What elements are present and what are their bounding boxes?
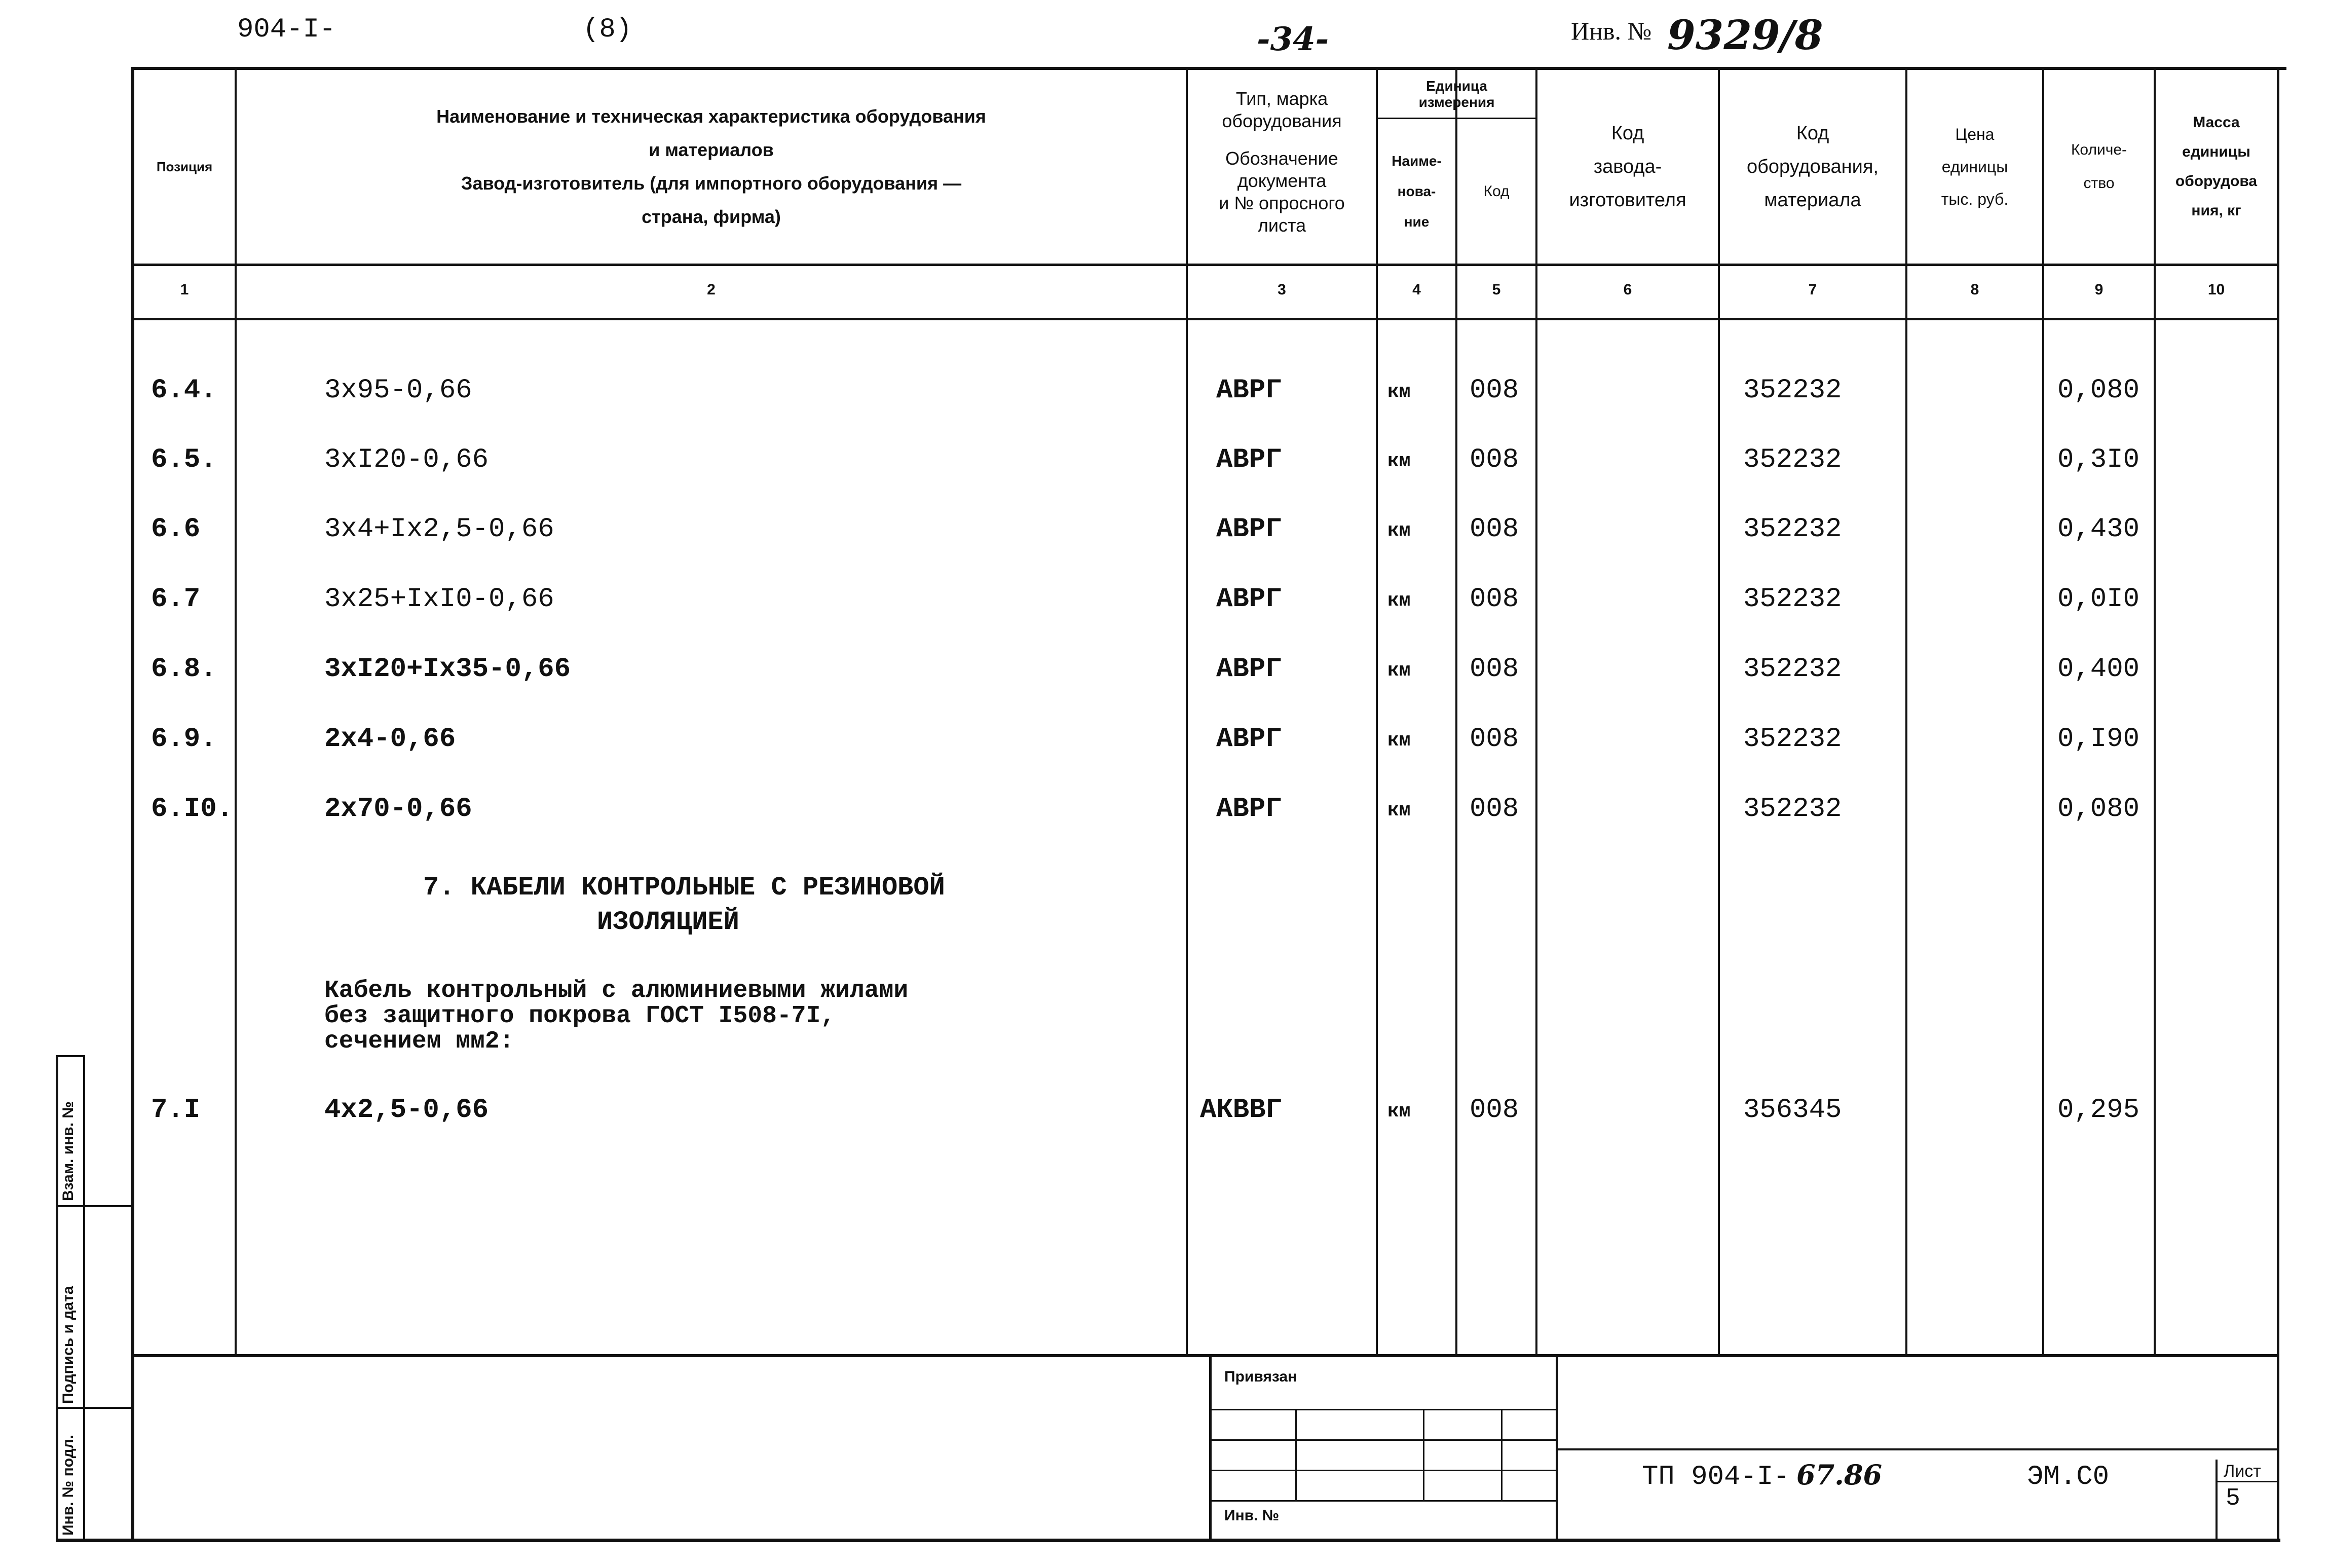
header-unit-group: Единица измерения <box>1418 78 1495 110</box>
row-code: 008 <box>1470 584 1519 615</box>
col-number: 10 <box>2207 281 2225 298</box>
row-code: 008 <box>1470 375 1519 406</box>
row-quantity: 0,080 <box>2057 375 2140 406</box>
row-unit: км <box>1387 520 1411 542</box>
inv-number: 9329/8 <box>1667 11 1823 59</box>
header-type: Тип, марка оборудования Обозначение документа и № опросного листа <box>1219 88 1345 236</box>
row-type: АВРГ <box>1216 724 1282 755</box>
side-label-podpis: Подпись и дата <box>60 1286 77 1404</box>
doc-code-prefix: ТП 904-I- <box>1642 1462 1790 1492</box>
row-material-code: 352232 <box>1743 654 1842 685</box>
row-position: 6.4. <box>151 375 217 406</box>
inv-label: Инв. № <box>1571 17 1652 45</box>
col-number: 2 <box>707 281 716 298</box>
col-number: 5 <box>1492 281 1501 298</box>
row-position: 6.9. <box>151 724 217 755</box>
stamp-privyazan: Привязан <box>1224 1368 1297 1385</box>
section-description: Кабель контрольный с алюминиевыми жилами <box>324 977 909 1004</box>
section-title-cont: ИЗОЛЯЦИЕЙ <box>597 907 739 937</box>
page-number: -34- <box>1257 20 1329 58</box>
row-material-code: 352232 <box>1743 444 1842 475</box>
row-type: АВРГ <box>1216 514 1282 545</box>
row-quantity: 0,400 <box>2057 654 2140 685</box>
row-material-code: 352232 <box>1743 514 1842 545</box>
row-unit: км <box>1387 590 1411 612</box>
row-material-code: 356345 <box>1743 1095 1842 1126</box>
sheet-in-parens: (8) <box>583 14 632 45</box>
row-quantity: 0,430 <box>2057 514 2140 545</box>
row-material-code: 352232 <box>1743 724 1842 755</box>
col-number: 3 <box>1278 281 1286 298</box>
row-unit: км <box>1387 451 1411 472</box>
header-unit-name: Наиме- нова- ние <box>1392 153 1442 230</box>
header-price: Цена единицы тыс. руб. <box>1941 125 2009 208</box>
header-mass: Масса единицы оборудова ния, кг <box>2175 114 2258 219</box>
row-name: 2x4-0,66 <box>324 724 456 755</box>
col-number: 7 <box>1808 281 1817 298</box>
header-quantity: Количе- ство <box>2071 141 2127 192</box>
row-code: 008 <box>1470 654 1519 685</box>
header-unit-code: Код <box>1483 183 1510 200</box>
header-name: Наименование и техническая характеристика оборудования и материалов Завод-изготовитель (для импортного оборудования — страна, фирма) <box>436 106 986 227</box>
row-type: АКВВГ <box>1200 1095 1283 1126</box>
row-quantity: 0,295 <box>2057 1095 2140 1126</box>
row-unit: км <box>1387 660 1411 682</box>
row-name: 3x95-0,66 <box>324 375 472 406</box>
section-description: без защитного покрова ГОСТ I508-7I, <box>324 1002 836 1030</box>
col-number: 1 <box>180 281 189 298</box>
row-code: 008 <box>1470 724 1519 755</box>
header-position: Позиция <box>156 159 213 174</box>
series-code: 904-I- <box>237 14 336 45</box>
doc-code-handwritten: 67.86 <box>1796 1459 1883 1491</box>
row-name: 2x70-0,66 <box>324 794 472 825</box>
row-type: АВРГ <box>1216 375 1282 406</box>
header-material-code: Код оборудования, материала <box>1746 123 1879 211</box>
row-quantity: 0,3I0 <box>2057 444 2140 475</box>
side-label-vzam: Взам. инв. № <box>60 1101 77 1201</box>
doc-mark: ЭМ.С0 <box>2027 1462 2110 1492</box>
col-number: 8 <box>1970 281 1979 298</box>
row-unit: км <box>1387 730 1411 752</box>
row-name: 3xI20+Ix35-0,66 <box>324 654 571 685</box>
row-type: АВРГ <box>1216 794 1282 825</box>
row-code: 008 <box>1470 444 1519 475</box>
row-unit: км <box>1387 800 1411 822</box>
col-number: 4 <box>1412 281 1421 298</box>
row-quantity: 0,080 <box>2057 794 2140 825</box>
row-unit: км <box>1387 1101 1411 1123</box>
section-title: 7. КАБЕЛИ КОНТРОЛЬНЫЕ С РЕЗИНОВОЙ <box>423 873 945 903</box>
row-position: 6.5. <box>151 444 217 475</box>
stamp-inv-no: Инв. № <box>1224 1507 1280 1524</box>
row-position: 6.7 <box>151 584 201 615</box>
row-material-code: 352232 <box>1743 794 1842 825</box>
list-label: Лист <box>2224 1462 2261 1481</box>
row-quantity: 0,I90 <box>2057 724 2140 755</box>
row-position: 7.I <box>151 1095 201 1126</box>
row-name: 3x25+IxI0-0,66 <box>324 584 554 615</box>
row-type: АВРГ <box>1216 444 1282 475</box>
section-description: сечением мм2: <box>324 1028 514 1055</box>
list-number: 5 <box>2226 1485 2240 1512</box>
row-code: 008 <box>1470 794 1519 825</box>
row-name: 3xI20-0,66 <box>324 444 489 475</box>
row-material-code: 352232 <box>1743 375 1842 406</box>
row-position: 6.I0. <box>151 794 234 825</box>
row-position: 6.6 <box>151 514 201 545</box>
side-label-inv-podl: Инв. № подл. <box>60 1434 77 1536</box>
header-factory-code: Код завода- изготовителя <box>1569 123 1686 211</box>
row-code: 008 <box>1470 1095 1519 1126</box>
row-position: 6.8. <box>151 654 217 685</box>
col-number: 6 <box>1623 281 1632 298</box>
row-name: 4x2,5-0,66 <box>324 1095 489 1126</box>
row-unit: км <box>1387 381 1411 403</box>
row-type: АВРГ <box>1216 654 1282 685</box>
row-name: 3x4+Ix2,5-0,66 <box>324 514 554 545</box>
row-material-code: 352232 <box>1743 584 1842 615</box>
row-code: 008 <box>1470 514 1519 545</box>
col-number: 9 <box>2094 281 2104 298</box>
row-type: АВРГ <box>1216 584 1282 615</box>
row-quantity: 0,0I0 <box>2057 584 2140 615</box>
